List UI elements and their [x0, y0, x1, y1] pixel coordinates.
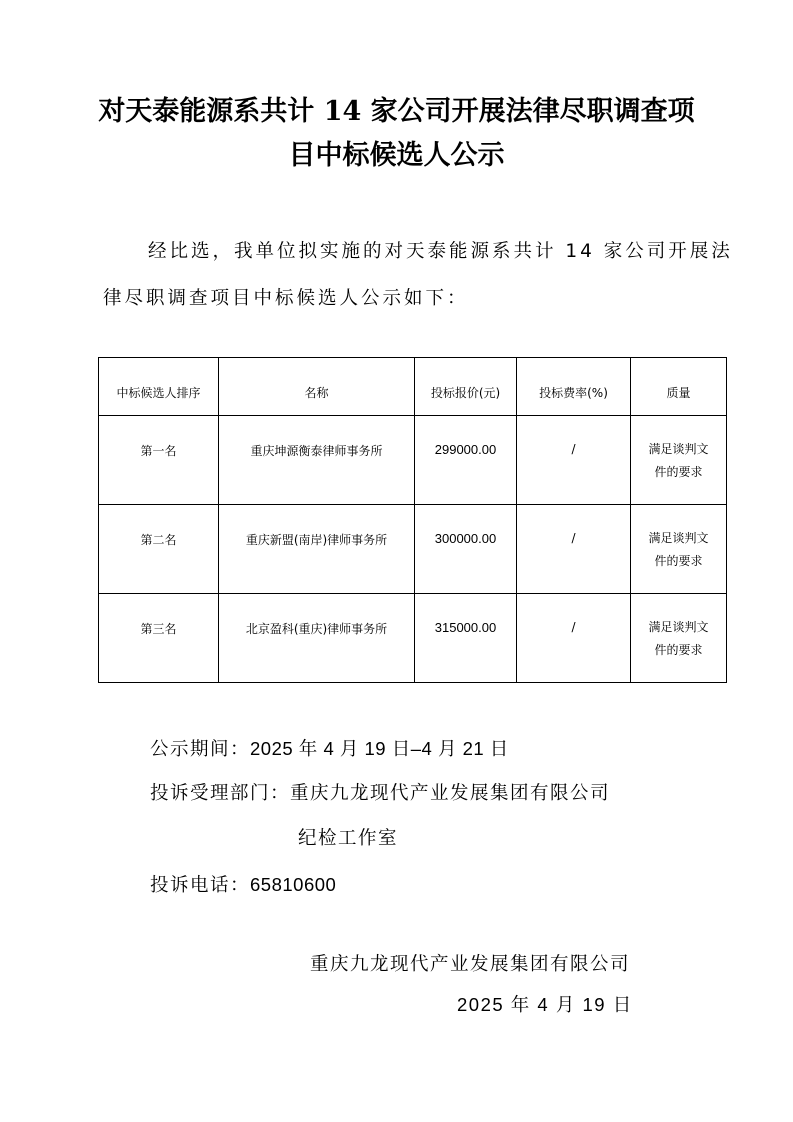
- cell-name: 重庆新盟(南岸)律师事务所: [219, 505, 415, 594]
- cell-name: 重庆坤源衡泰律师事务所: [219, 416, 415, 505]
- cell-quality-line-1: 满足谈判文: [648, 442, 709, 456]
- cell-rank: 第二名: [99, 505, 219, 594]
- table-row: [99, 594, 727, 683]
- table-row: [99, 505, 727, 594]
- publicity-period-value: 2025 年 4 月 19 日–4 月 21 日: [250, 738, 509, 759]
- document-title-line-2: 目中标候选人公示: [288, 140, 505, 171]
- cell-quality-line-1: 满足谈判文: [648, 531, 709, 545]
- cell-quality-line-2: 件的要求: [654, 643, 703, 657]
- cell-quality-line-2: 件的要求: [654, 465, 703, 479]
- complaint-department-office: 纪检工作室: [298, 828, 399, 849]
- complaint-phone-value: 65810600: [250, 874, 337, 895]
- table-header-row: [99, 358, 727, 416]
- cell-price: 300000.00: [415, 505, 517, 594]
- signature-organization: 重庆九龙现代产业发展集团有限公司: [310, 954, 631, 975]
- cell-quality-line-1: 满足谈判文: [648, 620, 709, 634]
- intro-paragraph-line-1: 经比选，我单位拟实施的对天泰能源系共计 14 家公司开展法: [148, 241, 733, 262]
- cell-quality: [631, 416, 727, 505]
- header-rank: 中标候选人排序: [99, 358, 219, 416]
- cell-price: 315000.00: [415, 594, 517, 683]
- cell-rate: /: [517, 416, 631, 505]
- cell-rank: 第一名: [99, 416, 219, 505]
- complaint-department: [150, 782, 610, 806]
- complaint-phone-label: 投诉电话：: [150, 875, 251, 896]
- cell-price: 299000.00: [415, 416, 517, 505]
- cell-quality: [631, 594, 727, 683]
- cell-rate: /: [517, 505, 631, 594]
- cell-quality-line-2: 件的要求: [654, 554, 703, 568]
- cell-rate: /: [517, 594, 631, 683]
- cell-rank: 第三名: [99, 594, 219, 683]
- header-quality: 质量: [631, 358, 727, 416]
- bid-candidates-table: [98, 357, 727, 683]
- complaint-phone: [150, 873, 336, 898]
- publicity-period-label: 公示期间：: [150, 739, 251, 760]
- header-name: 名称: [219, 358, 415, 416]
- header-price: 投标报价(元): [415, 358, 517, 416]
- header-rate: 投标费率(%): [517, 358, 631, 416]
- cell-quality: [631, 505, 727, 594]
- complaint-department-value: 重庆九龙现代产业发展集团有限公司: [290, 783, 611, 804]
- intro-paragraph-line-2: 律尽职调查项目中标候选人公示如下：: [103, 288, 469, 309]
- cell-name: 北京盈科(重庆)律师事务所: [219, 594, 415, 683]
- complaint-department-label: 投诉受理部门：: [150, 783, 291, 804]
- signature-date: 2025 年 4 月 19 日: [457, 994, 633, 1015]
- table-row: [99, 416, 727, 505]
- document-title-line-1: 对天泰能源系共计 14 家公司开展法律尽职调查项: [98, 96, 695, 127]
- publicity-period: [150, 737, 509, 762]
